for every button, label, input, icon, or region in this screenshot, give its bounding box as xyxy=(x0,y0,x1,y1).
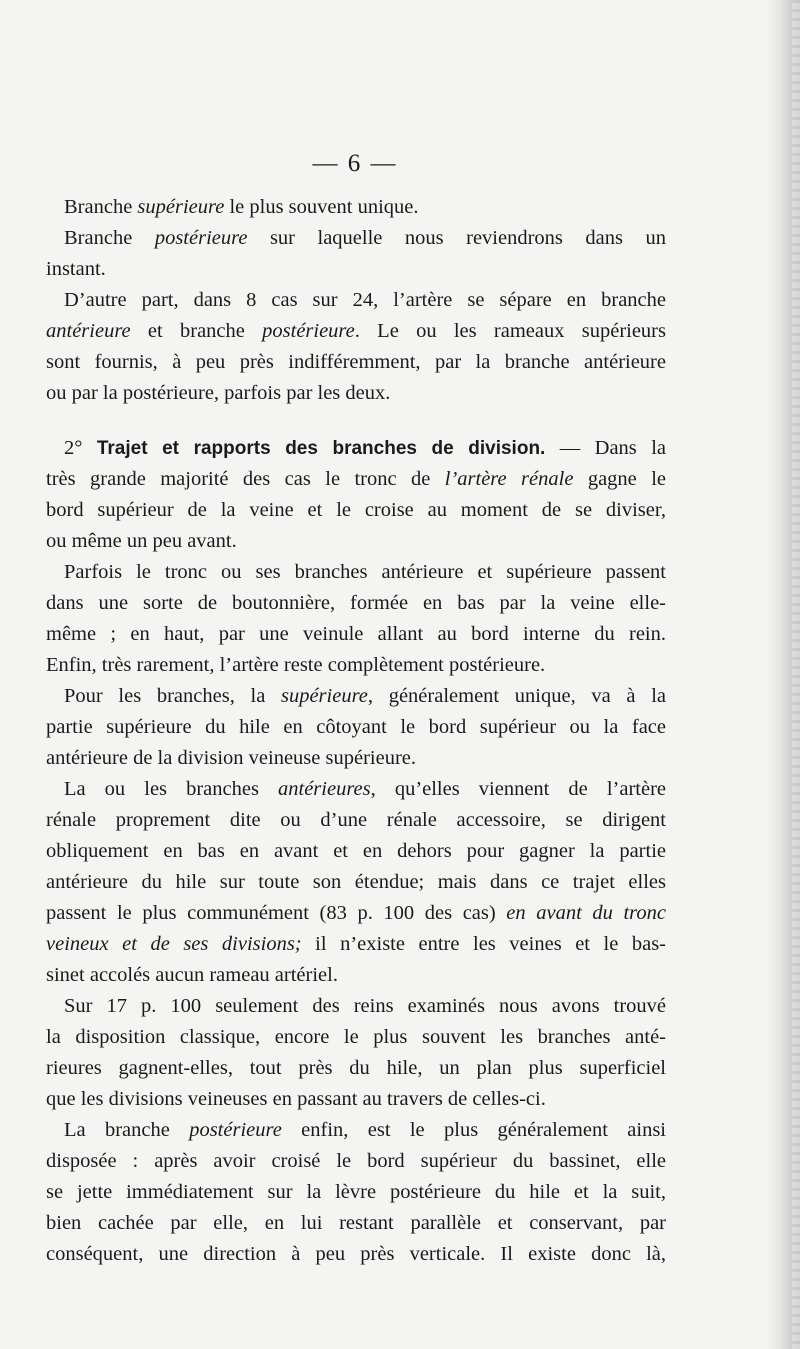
text-line xyxy=(46,1022,666,1053)
italic-text: postérieure xyxy=(154,227,248,249)
italic-text: supérieure xyxy=(280,685,368,707)
text-line xyxy=(46,557,666,588)
text-segment: Parfois le tronc ou ses branches antérieure et supérieure passent xyxy=(64,561,666,583)
text-segment: obliquement en bas en avant et en dehors pour gagner la partie xyxy=(46,840,666,862)
text-segment: bien cachée par elle, en lui restant parallèle et conservant, par xyxy=(46,1212,666,1234)
text-segment: Branche xyxy=(64,196,138,218)
text-segment: Enfin, très rarement, l’artère reste complètement postérieure. xyxy=(46,654,546,676)
text-line xyxy=(46,898,666,929)
text-segment: 2° xyxy=(64,437,97,459)
text-segment: sinet accolés aucun rameau artériel. xyxy=(46,964,338,986)
text-line xyxy=(46,1208,666,1239)
text-segment: sont fournis, à peu près indifféremment, par la branche antérieure xyxy=(46,351,666,373)
text-segment: conséquent, une direction à peu près verticale. Il existe donc là, xyxy=(46,1243,666,1265)
text-segment: rieures gagnent-elles, tout près du hile, un plan plus superficiel xyxy=(46,1057,666,1079)
text-segment: il n’existe entre les veines et le bas- xyxy=(301,933,666,955)
text-line xyxy=(46,1177,666,1208)
text-line xyxy=(46,192,666,223)
text-segment: instant. xyxy=(46,258,106,280)
text-segment: La ou les branches xyxy=(64,778,278,800)
text-segment: que les divisions veineuses en passant au travers de celles-ci. xyxy=(46,1088,546,1110)
text-segment: disposée : après avoir croisé le bord supérieur du bassinet, elle xyxy=(46,1150,666,1172)
text-line xyxy=(46,867,666,898)
text-segment: le plus souvent unique. xyxy=(224,196,419,218)
section-heading: Trajet et rapports des branches de division. xyxy=(96,438,546,459)
text-segment: la disposition classique, encore le plus souvent les branches anté- xyxy=(46,1026,666,1048)
italic-text: l’artère rénale xyxy=(444,468,574,490)
text-segment: — Dans la xyxy=(545,437,666,459)
text-line xyxy=(46,285,666,316)
text-line xyxy=(46,1239,666,1270)
text-segment: Sur 17 p. 100 seulement des reins examinés nous avons trouvé xyxy=(64,995,666,1017)
text-segment: Branche xyxy=(64,227,155,249)
text-line xyxy=(46,650,666,681)
text-segment: ou même un peu avant. xyxy=(46,530,237,552)
text-line xyxy=(46,433,666,464)
text-line xyxy=(46,619,666,650)
text-segment: , qu’elles viennent de l’artère xyxy=(370,778,666,800)
text-segment: même ; en haut, par une veinule allant au bord interne du rein. xyxy=(46,623,666,645)
text-segment: . Le ou les rameaux supérieurs xyxy=(354,320,666,342)
text-segment: gagne le xyxy=(573,468,666,490)
text-segment: sur laquelle nous reviendrons dans un xyxy=(247,227,666,249)
text-segment: antérieure du hile sur toute son étendue; mais dans ce trajet elles xyxy=(46,871,666,893)
text-line xyxy=(46,1115,666,1146)
text-segment: et branche xyxy=(130,320,263,342)
body-text xyxy=(46,192,666,1270)
italic-text: en avant du tronc xyxy=(506,902,666,924)
text-line xyxy=(46,960,666,991)
text-segment: très grande majorité des cas le tronc de xyxy=(46,468,445,490)
italic-text: veineux et de ses divisions; xyxy=(46,933,302,955)
text-line xyxy=(46,712,666,743)
text-segment: enfin, est le plus généralement ainsi xyxy=(281,1119,666,1141)
text-segment: , généralement unique, va à la xyxy=(367,685,666,707)
text-line xyxy=(46,681,666,712)
text-line xyxy=(46,991,666,1022)
italic-text: antérieure xyxy=(46,320,131,342)
paragraph-gap xyxy=(46,409,666,433)
text-line xyxy=(46,254,666,285)
text-segment: ou par la postérieure, parfois par les deux. xyxy=(46,382,391,404)
text-line xyxy=(46,805,666,836)
page-edge xyxy=(792,0,800,1349)
text-line xyxy=(46,316,666,347)
text-segment: La branche xyxy=(64,1119,190,1141)
italic-text: postérieure xyxy=(189,1119,282,1141)
text-line xyxy=(46,1146,666,1177)
text-line xyxy=(46,347,666,378)
italic-text: antérieures xyxy=(278,778,371,800)
text-line xyxy=(46,464,666,495)
text-segment: D’autre part, dans 8 cas sur 24, l’artère se sépare en branche xyxy=(64,289,666,311)
text-line xyxy=(46,743,666,774)
text-line xyxy=(46,929,666,960)
text-line xyxy=(46,836,666,867)
text-segment: dans une sorte de boutonnière, formée en bas par la veine elle- xyxy=(46,592,666,614)
text-segment: bord supérieur de la veine et le croise au moment de se diviser, xyxy=(46,499,666,521)
text-line xyxy=(46,588,666,619)
text-segment: antérieure de la division veineuse supérieure. xyxy=(46,747,416,769)
text-line xyxy=(46,378,666,409)
text-segment: se jette immédiatement sur la lèvre postérieure du hile et la suit, xyxy=(46,1181,666,1203)
text-line xyxy=(46,1084,666,1115)
text-line xyxy=(46,1053,666,1084)
text-segment: passent le plus communément (83 p. 100 des cas) xyxy=(46,902,507,924)
text-segment: rénale proprement dite ou d’une rénale accessoire, se dirigent xyxy=(46,809,666,831)
text-line xyxy=(46,526,666,557)
text-line xyxy=(46,774,666,805)
page-number: — 6 — xyxy=(312,150,398,177)
italic-text: supérieure xyxy=(137,196,225,218)
text-line xyxy=(46,223,666,254)
italic-text: postérieure xyxy=(262,320,355,342)
text-segment: Pour les branches, la xyxy=(64,685,281,707)
text-line xyxy=(46,495,666,526)
text-segment: partie supérieure du hile en côtoyant le bord supérieur ou la face xyxy=(46,716,666,738)
